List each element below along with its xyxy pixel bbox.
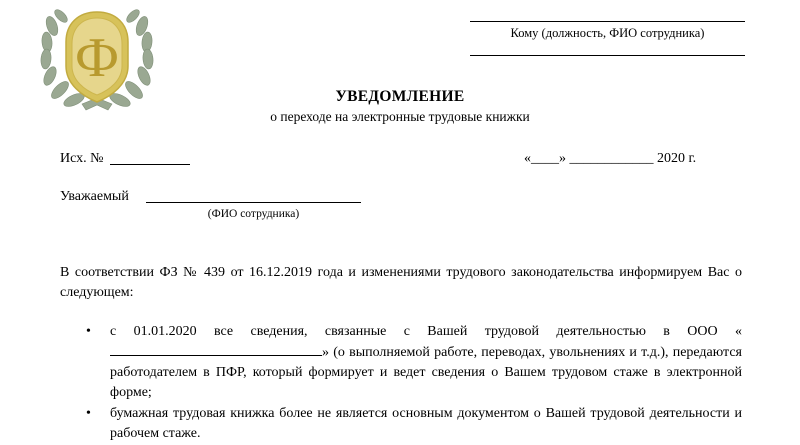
addressee-caption: (ФИО сотрудника)	[207, 208, 300, 220]
list-item-text: » (о выполняемой работе, переводах, увольнениях и т.д.), передаются работодателем в ПФР, который формирует и ведет сведения о Вашем трудовом стаже в электронной форме;	[110, 345, 742, 400]
reference-number-label: Исх. №	[60, 151, 104, 166]
logo-letter: Ф	[74, 27, 120, 89]
bullet-marker: •	[86, 406, 91, 421]
bullet-marker: •	[86, 324, 91, 339]
recipient-line-top	[470, 21, 745, 22]
date-field: «____» ____________ 2020 г.	[524, 151, 697, 166]
recipient-line-bottom	[470, 55, 745, 56]
recipient-caption: Кому (должность, ФИО сотрудника)	[510, 26, 705, 40]
addressee-label: Уважаемый	[60, 189, 129, 204]
document-subtitle: о переходе на электронные трудовые книжки	[270, 109, 530, 124]
addressee-blank	[146, 202, 361, 203]
list-item	[110, 322, 742, 403]
document-title: УВЕДОМЛЕНИЕ	[335, 88, 465, 105]
list-item: бумажная трудовая книжка более не является основным документом о Вашей трудовой деятельности и рабочем стаже.	[110, 406, 742, 441]
reference-number-blank	[110, 164, 190, 165]
company-name-blank	[110, 342, 322, 356]
intro-paragraph: В соответствии ФЗ № 439 от 16.12.2019 года и изменениями трудового законодательства информируем Вас о следующем:	[60, 265, 742, 300]
list-item-text: с 01.01.2020 все сведения, связанные с Вашей трудовой деятельностью в ООО «	[110, 324, 742, 339]
